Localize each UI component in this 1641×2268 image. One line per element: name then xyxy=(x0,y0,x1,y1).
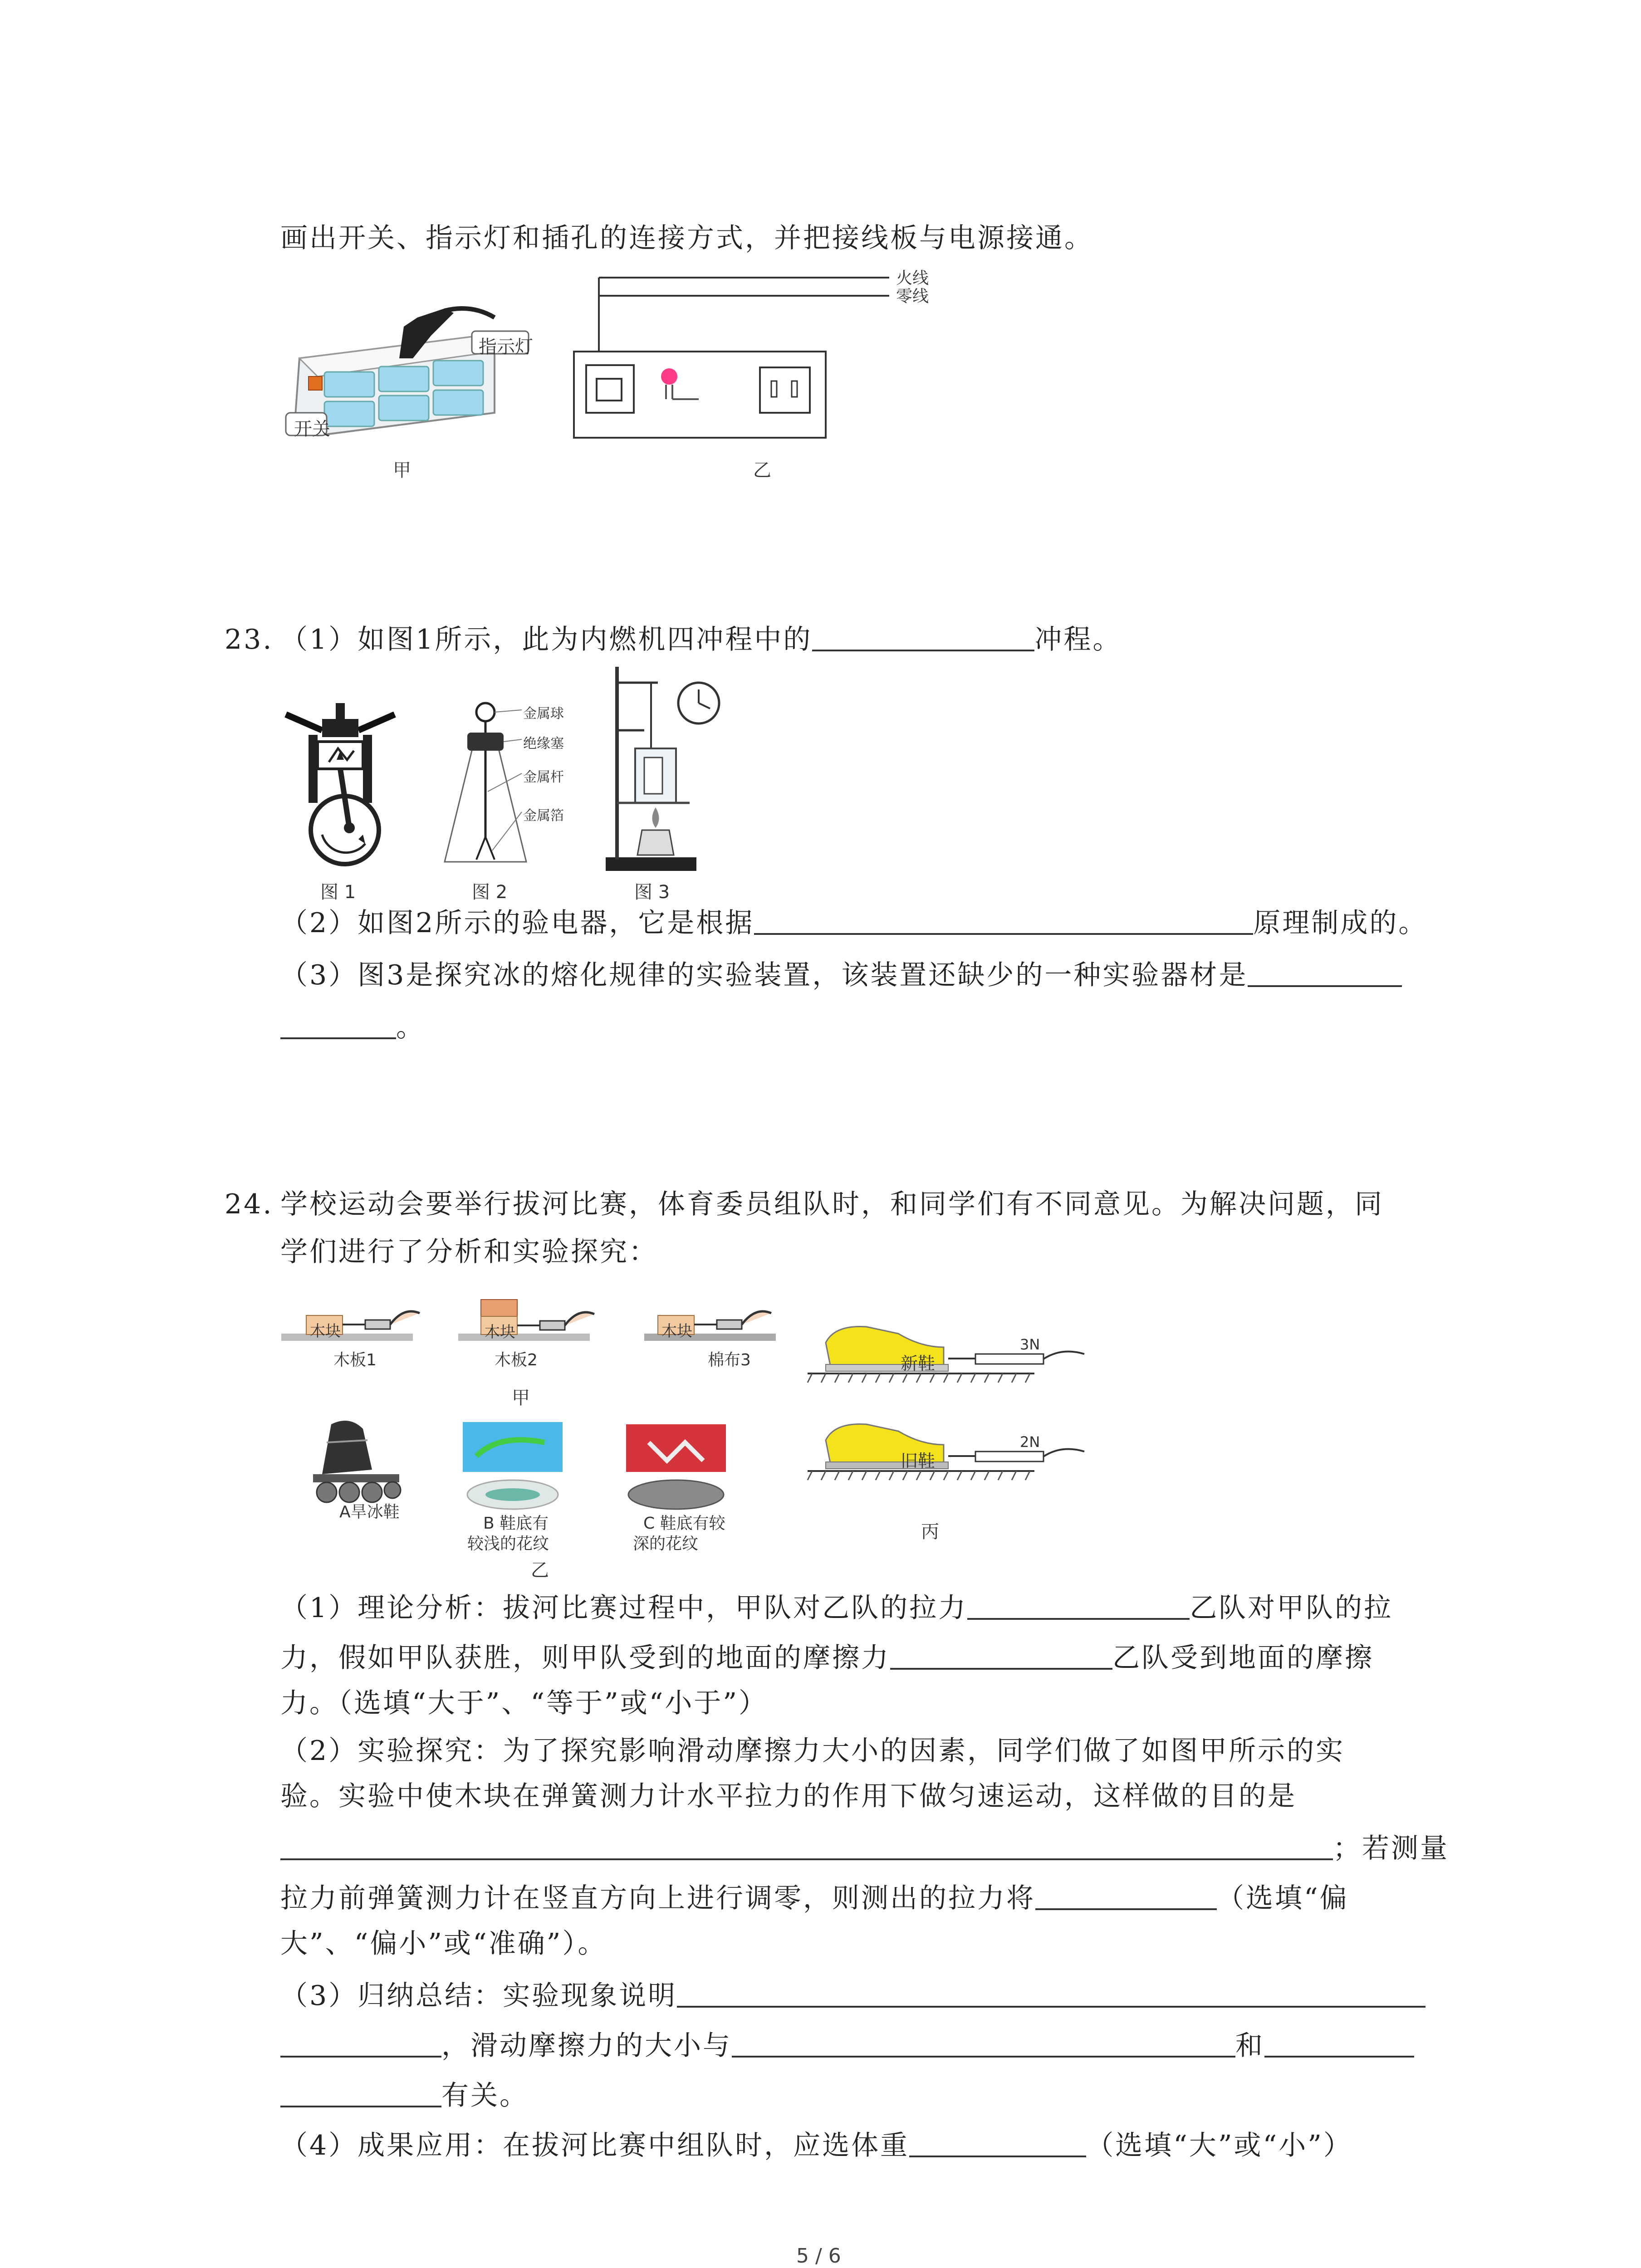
q24-p3d: 有关。 xyxy=(441,2080,529,2112)
q23-p2-end: 原理制成的。 xyxy=(1253,907,1428,939)
q24-blank-reading[interactable] xyxy=(1035,1880,1217,1910)
figure-jia-caption: 甲 xyxy=(512,1388,530,1408)
shoe-b-label-line1: B 鞋底有 xyxy=(483,1514,549,1533)
q24-p2e: （选填“偏 xyxy=(1217,1882,1349,1914)
old-shoe-label: 旧鞋 xyxy=(901,1451,936,1471)
neutral-wire-label: 零线 xyxy=(896,287,929,306)
q24-p2d: 拉力前弹簧测力计在竖直方向上进行调零，则测出的拉力将 xyxy=(280,1882,1035,1914)
shoe-a-label: A旱冰鞋 xyxy=(339,1503,400,1521)
shoe-b-label-line2: 较浅的花纹 xyxy=(467,1535,549,1553)
figure-yi-caption: 乙 xyxy=(531,1560,549,1581)
q24-intro-line2: 学们进行了分析和实验探究： xyxy=(280,1236,658,1268)
q24-part2-line4 xyxy=(280,1880,1349,1916)
q24-blank-friction-compare[interactable] xyxy=(890,1640,1112,1670)
q24-blank-purpose[interactable] xyxy=(280,1830,1333,1860)
shoe-c-label-line2: 深的花纹 xyxy=(633,1535,699,1553)
q24-blank-weight[interactable] xyxy=(909,2127,1086,2157)
live-wire-label: 火线 xyxy=(896,269,929,288)
q24-part3-line3 xyxy=(280,2077,529,2114)
q24-part3-line2 xyxy=(280,2028,1414,2064)
q23-part2 xyxy=(280,905,1427,941)
electroscope-label-rod: 金属杆 xyxy=(523,769,564,785)
q24-part2-line1: （2）实验探究：为了探究影响滑动摩擦力大小的因素，同学们做了如图甲所示的实 xyxy=(280,1735,1345,1767)
q23-number: 23. xyxy=(225,624,274,655)
cloth-3-label: 棉布3 xyxy=(708,1351,751,1369)
q24-p4b: （选填“大”或“小”） xyxy=(1086,2130,1352,2161)
q23-blank-stroke[interactable] xyxy=(754,905,1253,935)
figure-yi-caption: 乙 xyxy=(753,460,771,481)
electroscope-label-foil: 金属箔 xyxy=(523,808,564,824)
ice-melting-setup-figure xyxy=(599,667,735,875)
shoe-c-label-line1: C 鞋底有较 xyxy=(643,1514,725,1533)
figure-2-caption: 图 2 xyxy=(472,882,508,903)
q24-p2c: ；若测量 xyxy=(1333,1833,1449,1864)
figure-bing-caption: 丙 xyxy=(921,1521,939,1542)
board-1-label: 木板1 xyxy=(333,1351,377,1369)
q24-intro-line1: 学校运动会要举行拔河比赛，体育委员组队时，和同学们有不同意见。为解决问题，同 xyxy=(280,1188,1384,1220)
q24-part1-line1 xyxy=(280,1590,1393,1626)
q23-p2-text: （2）如图2所示的验电器，它是根据 xyxy=(280,907,754,939)
q23-part1 xyxy=(280,621,1122,658)
q23-part3 xyxy=(280,957,1402,993)
q23-p1-text: （1）如图1所示，此为内燃机四冲程中的 xyxy=(280,624,813,655)
q24-blank-factor-2-cont[interactable] xyxy=(280,2077,441,2107)
new-shoe-force: 3N xyxy=(1020,1336,1040,1353)
q24-p1b: 乙队对甲队的拉 xyxy=(1190,1592,1393,1624)
figure-1-caption: 图 1 xyxy=(320,882,356,903)
q24-part3-line1 xyxy=(280,1978,1425,2014)
board-2-label: 木板2 xyxy=(495,1351,538,1369)
q23-p1-end: 冲程。 xyxy=(1034,624,1122,655)
q24-part1-line3: 力。（选填“大于”、“等于”或“小于”） xyxy=(280,1687,768,1719)
shoe-friction-figure xyxy=(808,1315,1102,1497)
q24-p3a: （3）归纳总结：实验现象说明 xyxy=(280,1980,677,2012)
q24-blank-factor-2[interactable] xyxy=(1264,2028,1414,2058)
q22-instruction: 画出开关、指示灯和插孔的连接方式，并把接线板与电源接通。 xyxy=(280,222,1093,254)
figure-3-caption: 图 3 xyxy=(634,882,670,903)
q24-blank-factor-1[interactable] xyxy=(732,2028,1235,2058)
q23-p3-end: 。 xyxy=(396,1012,425,1043)
q24-blank-phenomenon-cont[interactable] xyxy=(280,2028,441,2058)
new-shoe-label: 新鞋 xyxy=(901,1354,936,1374)
q24-blank-phenomenon[interactable] xyxy=(677,1978,1425,2008)
q24-part2-line3 xyxy=(280,1830,1449,1867)
q23-blank-apparatus-cont[interactable] xyxy=(280,1009,396,1039)
q24-p1a: （1）理论分析：拔河比赛过程中，甲队对乙队的拉力 xyxy=(280,1592,968,1624)
q24-part2-line5: 大”、“偏小”或“准确”）。 xyxy=(280,1928,607,1960)
figure-jia-caption: 甲 xyxy=(393,460,411,481)
indicator-lamp-label: 指示灯 xyxy=(479,337,533,357)
q24-blank-pull-compare[interactable] xyxy=(967,1590,1190,1620)
q24-part2-line2: 验。实验中使木块在弹簧测力计水平拉力的作用下做匀速运动，这样做的目的是 xyxy=(280,1780,1297,1812)
block-label-3: 木块 xyxy=(661,1322,692,1340)
q24-p1c: 力，假如甲队获胜，则甲队受到的地面的摩擦力 xyxy=(280,1642,890,1674)
engine-figure xyxy=(281,699,399,871)
block-label-1: 木块 xyxy=(310,1322,341,1340)
q24-p1d: 乙队受到地面的摩擦 xyxy=(1112,1642,1374,1674)
q24-p3b: ，滑动摩擦力的大小与 xyxy=(441,2030,732,2062)
q24-number: 24. xyxy=(225,1188,274,1220)
electroscope-label-plug: 绝缘塞 xyxy=(523,736,564,752)
q24-part4 xyxy=(280,2127,1352,2164)
q23-p3-text: （3）图3是探究冰的熔化规律的实验装置，该装置还缺少的一种实验器材是 xyxy=(280,959,1248,991)
block-label-2: 木块 xyxy=(485,1323,515,1341)
wiring-diagram xyxy=(572,268,835,440)
q23-part3-cont xyxy=(280,1009,425,1046)
q24-p4a: （4）成果应用：在拔河比赛中组队时，应选体重 xyxy=(280,2130,910,2161)
q24-p3c: 和 xyxy=(1235,2030,1264,2062)
switch-label: 开关 xyxy=(294,419,330,440)
page-number: 5 / 6 xyxy=(796,2244,841,2268)
q23-blank-stroke[interactable] xyxy=(812,621,1034,651)
q23-blank-apparatus[interactable] xyxy=(1248,957,1402,987)
old-shoe-force: 2N xyxy=(1020,1433,1040,1451)
q24-part1-line2 xyxy=(280,1640,1374,1676)
electroscope-label-ball: 金属球 xyxy=(523,706,564,722)
